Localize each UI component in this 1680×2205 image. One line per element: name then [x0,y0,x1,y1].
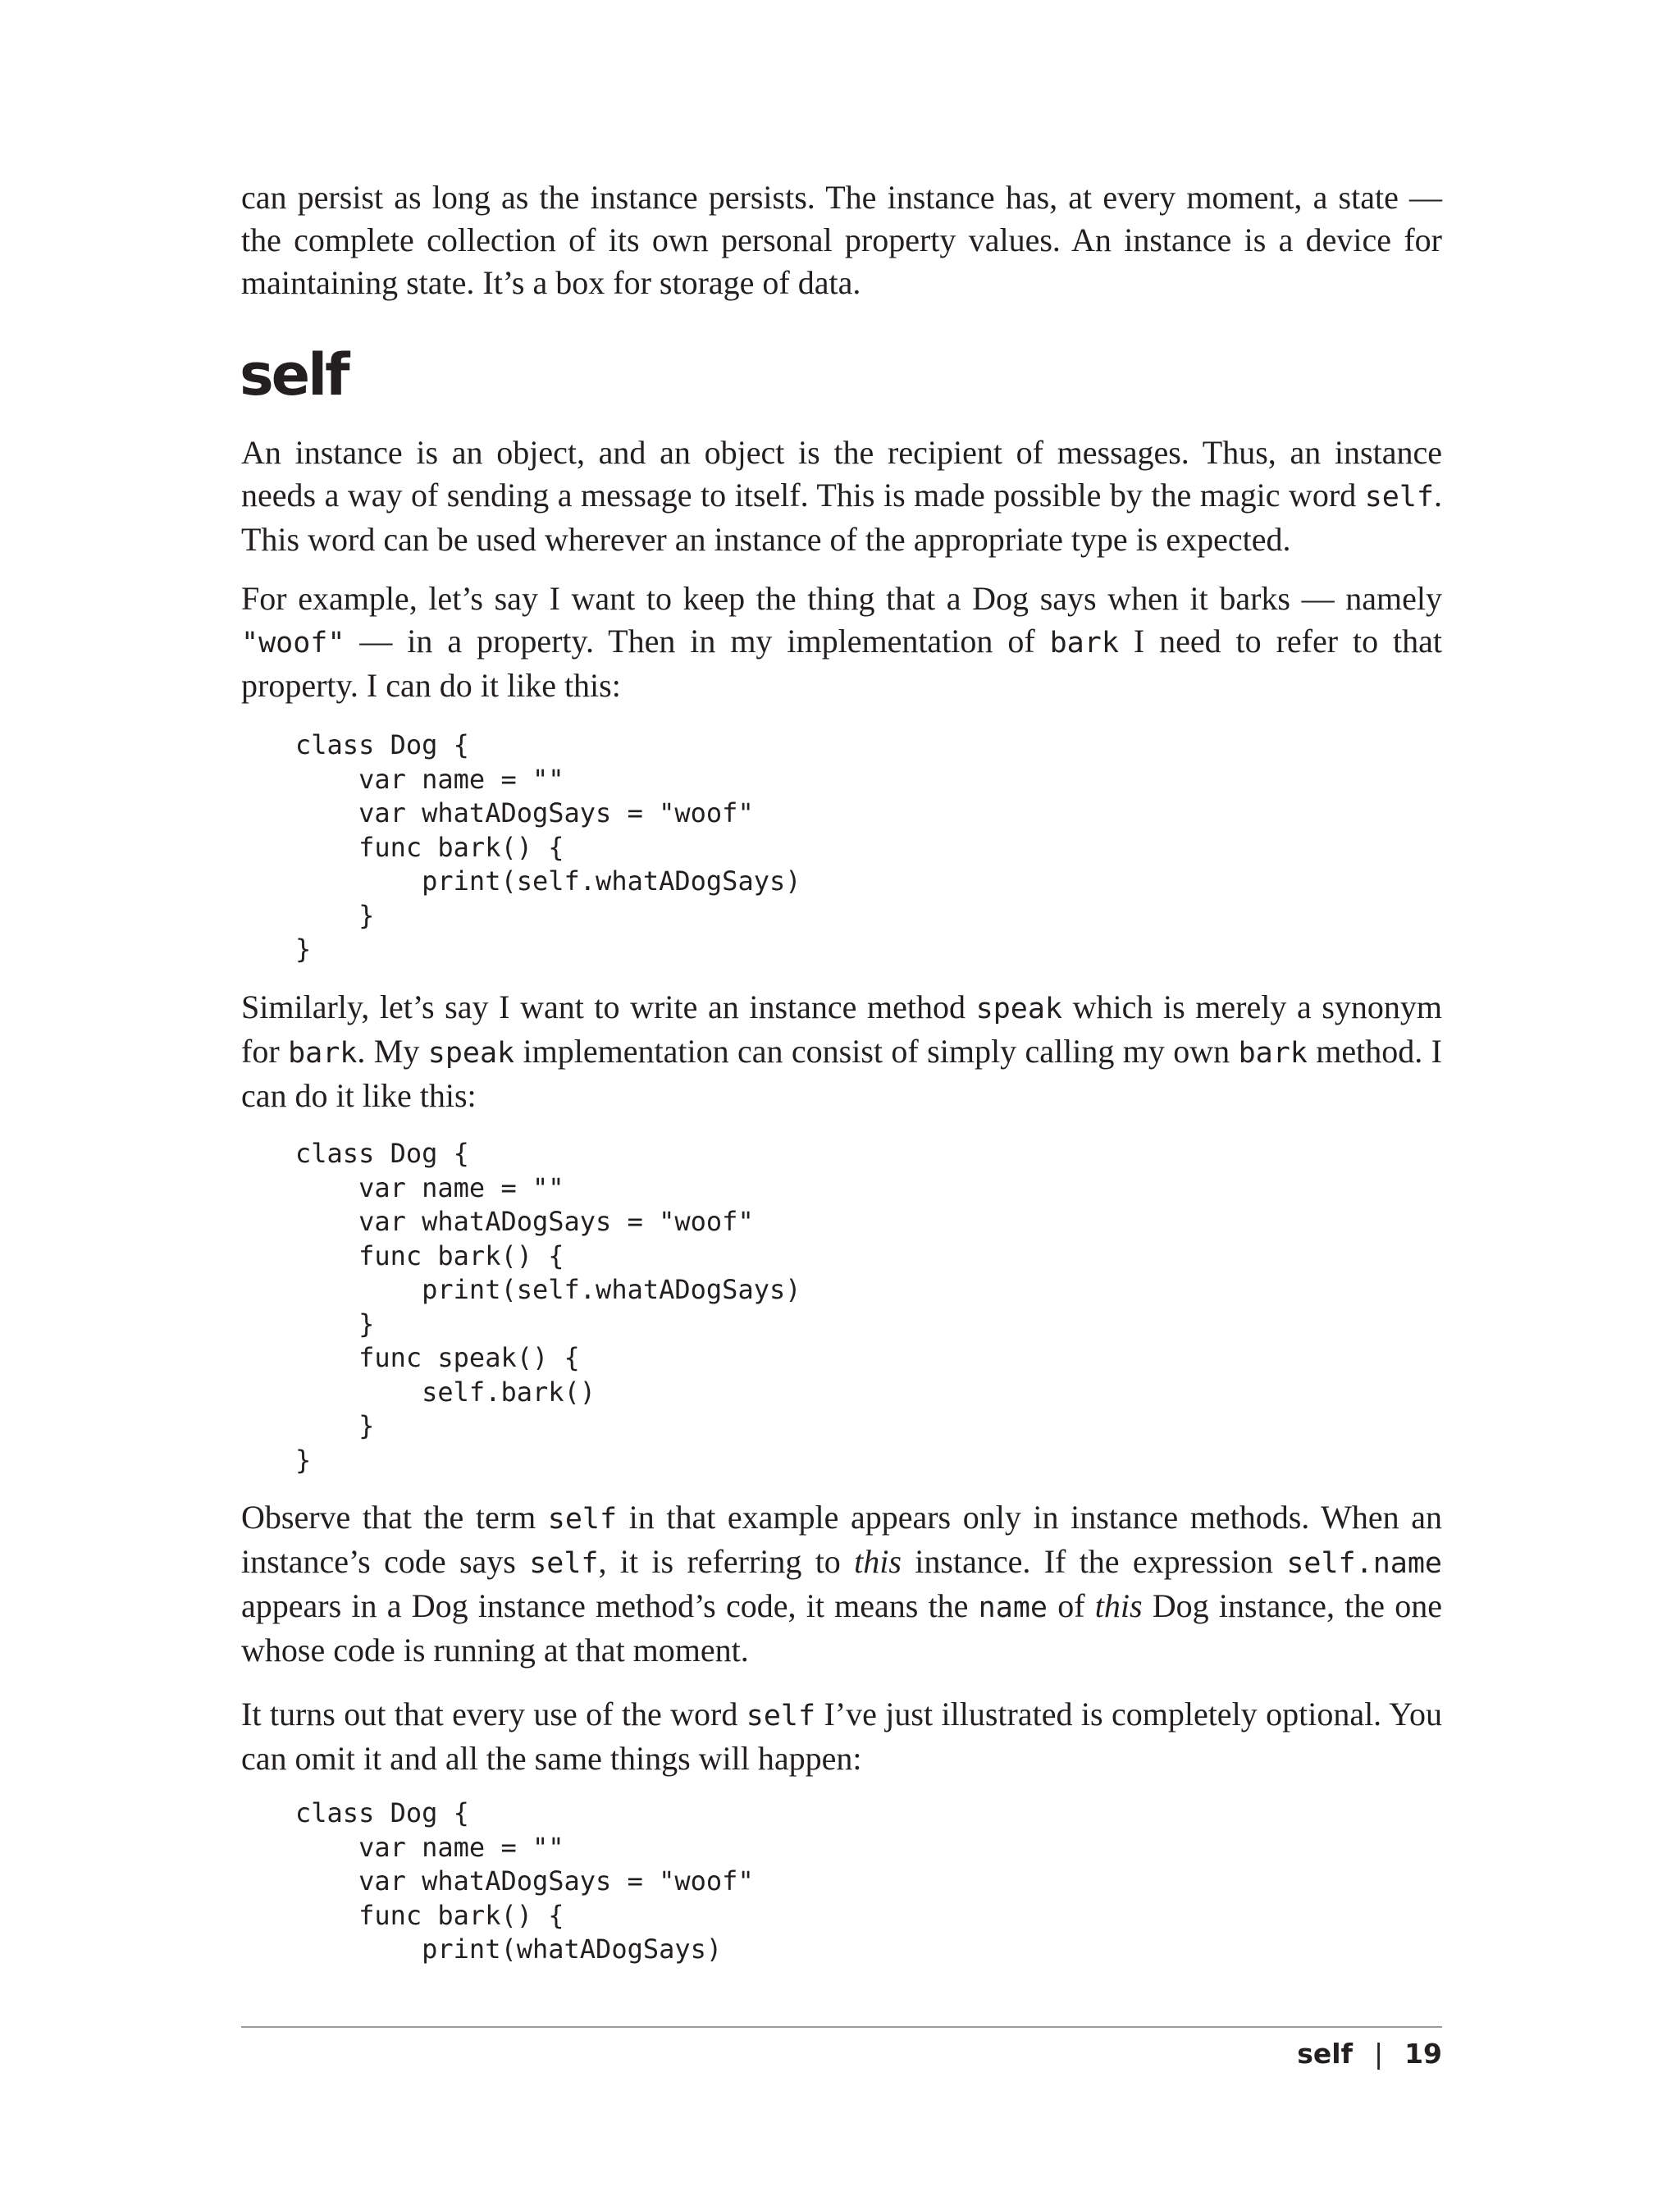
p2-text-a: For example, let’s say I want to keep the thing that a Dog says when it barks — namely [241,580,1442,617]
intro-paragraph [241,176,1442,304]
code-block-2: class Dog { var name = "" var whatADogSays = "woof" func bark() { print(self.whatADogSays) } func speak() { self.bark() } } [295,1138,801,1476]
intro-text: can persist as long as the instance persists. The instance has, at every moment, a state — the complete collection of its own personal property values. An instance is a device for maintaining state. It’s a box for storage of data. [241,179,1442,301]
p4-text-b: in that example appears only in instance methods. When an instance’s code says [241,1499,1442,1580]
p4-text-g: Dog instance, the one whose code is running at that moment. [241,1587,1443,1669]
section-heading: self [240,341,348,409]
p1-inline-code-self: self [1364,481,1434,514]
p5-inline-code-self: self [746,1700,816,1732]
p3-text-d: implementation can consist of simply calling my own [514,1033,1239,1070]
p3-inline-code-bark: bark [288,1037,358,1070]
footer-rule [241,2026,1442,2028]
p4-inline-code-self-2: self [529,1547,599,1580]
p3-text-e: method. I can do it like this: [241,1033,1442,1114]
p3-inline-code-speak: speak [975,993,1062,1025]
paragraph-1 [241,431,1442,561]
p5-text-a: It turns out that every use of the word [241,1696,746,1732]
p4-emphasis-this: this [854,1543,902,1580]
code-block-3: class Dog { var name = "" var whatADogSays = "woof" func bark() { print(whatADogSays) [295,1797,754,1965]
p4-inline-code-self: self [547,1503,618,1536]
p2-text-b: — in a property. Then in my implementation of [345,623,1050,660]
page-number: 19 [1404,2038,1442,2070]
p4-inline-code-name: name [978,1591,1048,1624]
p4-text-c: , it is referring to [598,1543,855,1580]
p2-inline-code-woof: "woof" [241,627,345,660]
p4-text-f: of [1047,1587,1095,1624]
paragraph-4 [241,1496,1442,1672]
page-footer [1297,2036,1442,2072]
p1-text-b: . This word can be used wherever an instance of the appropriate type is expected. [241,477,1442,558]
paragraph-5 [241,1693,1442,1780]
p3-text-c: . My [357,1033,428,1070]
p3-text-a: Similarly, let’s say I want to write an instance method [241,988,976,1025]
p4-text-e: appears in a Dog instance method’s code, it means the [241,1587,979,1624]
p1-text-a: An instance is an object, and an object is the recipient of messages. Thus, an instance needs a way of sending a message to itself. This is made possible by the magic word [241,434,1442,514]
p3-inline-code-speak-2: speak [427,1037,515,1070]
p2-text-c: I need to refer to that property. I can do it like this: [241,623,1442,704]
p5-text-b: I’ve just illustrated is completely optional. You can omit it and all the same things will happen: [241,1696,1442,1777]
p4-inline-code-self-name: self.name [1286,1547,1442,1580]
p4-text-a: Observe that the term [241,1499,548,1536]
p3-inline-code-bark-2: bark [1238,1037,1308,1070]
footer-section-title: self [1297,2038,1353,2070]
p2-inline-code-bark: bark [1049,627,1119,660]
code-block-1: class Dog { var name = "" var whatADogSays = "woof" func bark() { print(self.whatADogSays) } } [295,729,801,965]
paragraph-2 [241,578,1442,707]
p4-emphasis-this-2: this [1094,1587,1143,1624]
footer-separator: | [1373,2038,1384,2070]
paragraph-3 [241,986,1442,1117]
p3-text-b: which is merely a synonym for [241,988,1443,1070]
p4-text-d: instance. If the expression [901,1543,1287,1580]
